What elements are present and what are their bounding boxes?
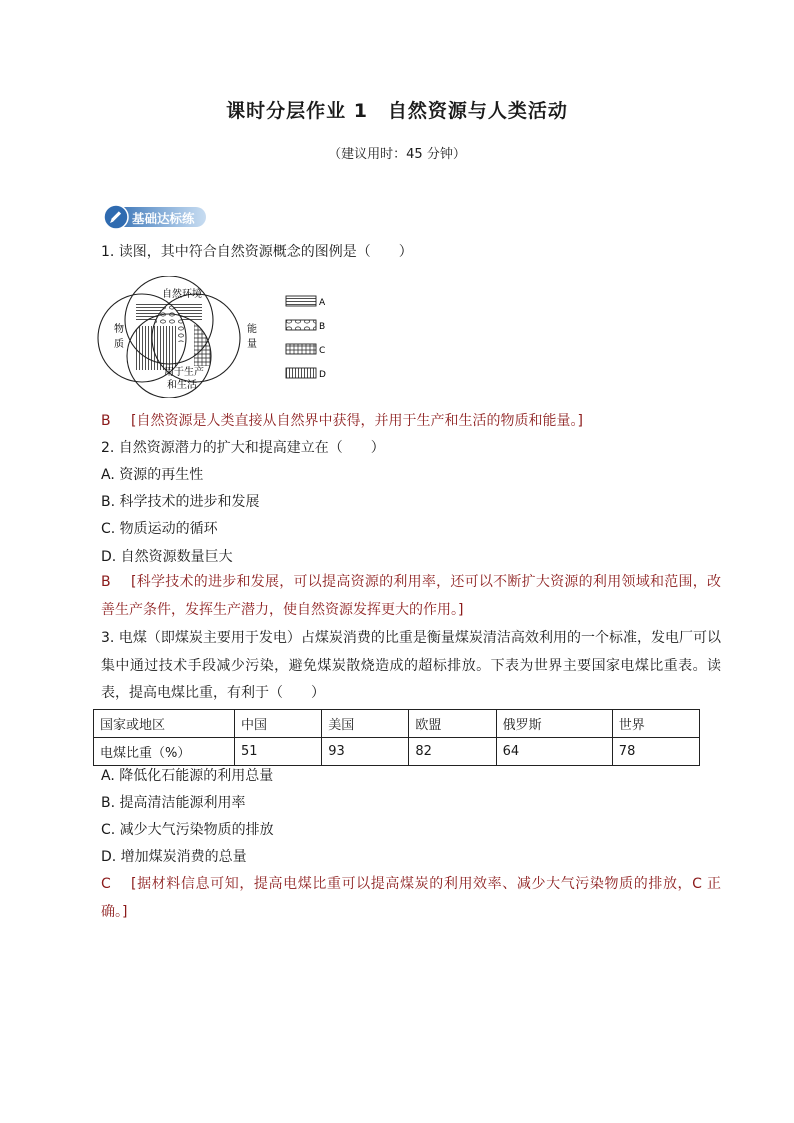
q2-option-a: A. 资源的再生性 [101,467,204,483]
table-row [94,738,700,766]
q2-option-c: C. 物质运动的循环 [101,521,218,537]
table-cell: 美国 [322,710,409,738]
q2-answer [101,569,721,624]
q3-option-a: A. 降低化石能源的利用总量 [101,768,274,784]
table-cell: 电煤比重（%） [94,738,235,766]
venn-label-matter-1: 物 [114,324,124,335]
q2-option-d: D. 自然资源数量巨大 [101,549,233,565]
table-cell: 93 [322,738,409,766]
venn-label-use-2: 和生活 [167,380,197,391]
section-badge-label: 基础达标练 [132,211,195,226]
q3-option-d: D. 增加煤炭消费的总量 [101,849,247,865]
table-cell: 78 [612,738,699,766]
venn-label-environment: 自然环境 [162,289,202,300]
coal-power-share-table [93,709,700,766]
q2-option-b: B. 科学技术的进步和发展 [101,494,260,510]
legend-label-a: A [319,298,326,308]
q3-option-c: C. 减少大气污染物质的排放 [101,822,274,838]
table-cell: 国家或地区 [94,710,235,738]
natural-resource-venn-diagram [96,276,346,398]
q3-stem: 3. 电煤（即煤炭主要用于发电）占煤炭消费的比重是衡量煤炭清洁高效利用的一个标准，发电厂可以集中通过技术手段减少污染，避免煤炭散烧造成的超标排放。下表为世界主要国家电煤比重表。读表，提高电煤比重，有利于（ ） [101,630,721,701]
table-cell: 64 [496,738,612,766]
page-title: 课时分层作业 1 自然资源与人类活动 [226,100,568,122]
q3-answer [101,871,721,926]
q2-stem: 2. 自然资源潜力的扩大和提高建立在（ ） [101,440,385,456]
table-cell: 中国 [235,710,322,738]
venn-label-energy-1: 能 [247,324,257,335]
venn-label-energy-2: 量 [247,339,257,350]
legend-label-c: C [319,346,326,356]
table-cell: 欧盟 [409,710,496,738]
diagram-legend [286,296,326,380]
q2-answer-letter: B [101,574,111,590]
legend-label-b: B [319,322,326,332]
table-header-row [94,710,700,738]
q2-explanation: [科学技术的进步和发展，可以提高资源的利用率，还可以不断扩大资源的利用领域和范围，改善生产条件，发挥生产潜力，使自然资源发挥更大的作用。] [101,574,721,618]
q3-explanation: [据材料信息可知，提高电煤比重可以提高煤炭的利用效率、减少大气污染物质的排放，C 正确。] [101,876,721,920]
table-cell: 俄罗斯 [496,710,612,738]
q1-explanation: [自然资源是人类直接从自然界中获得，并用于生产和生活的物质和能量。] [131,413,583,429]
venn-label-matter-2: 质 [114,339,124,350]
table-cell: 82 [409,738,496,766]
venn-label-use-1: 用于生产 [164,367,204,378]
q1-answer-letter: B [101,413,111,429]
section-badge [103,203,206,231]
q3-option-b: B. 提高清洁能源利用率 [101,795,246,811]
table-cell: 世界 [612,710,699,738]
legend-label-d: D [319,370,326,380]
q3-answer-letter: C [101,876,111,892]
table-cell: 51 [235,738,322,766]
q1-stem: 1. 读图，其中符合自然资源概念的图例是（ ） [101,244,413,260]
q1-answer [101,411,583,431]
suggested-time: （建议用时：45 分钟） [328,147,466,162]
